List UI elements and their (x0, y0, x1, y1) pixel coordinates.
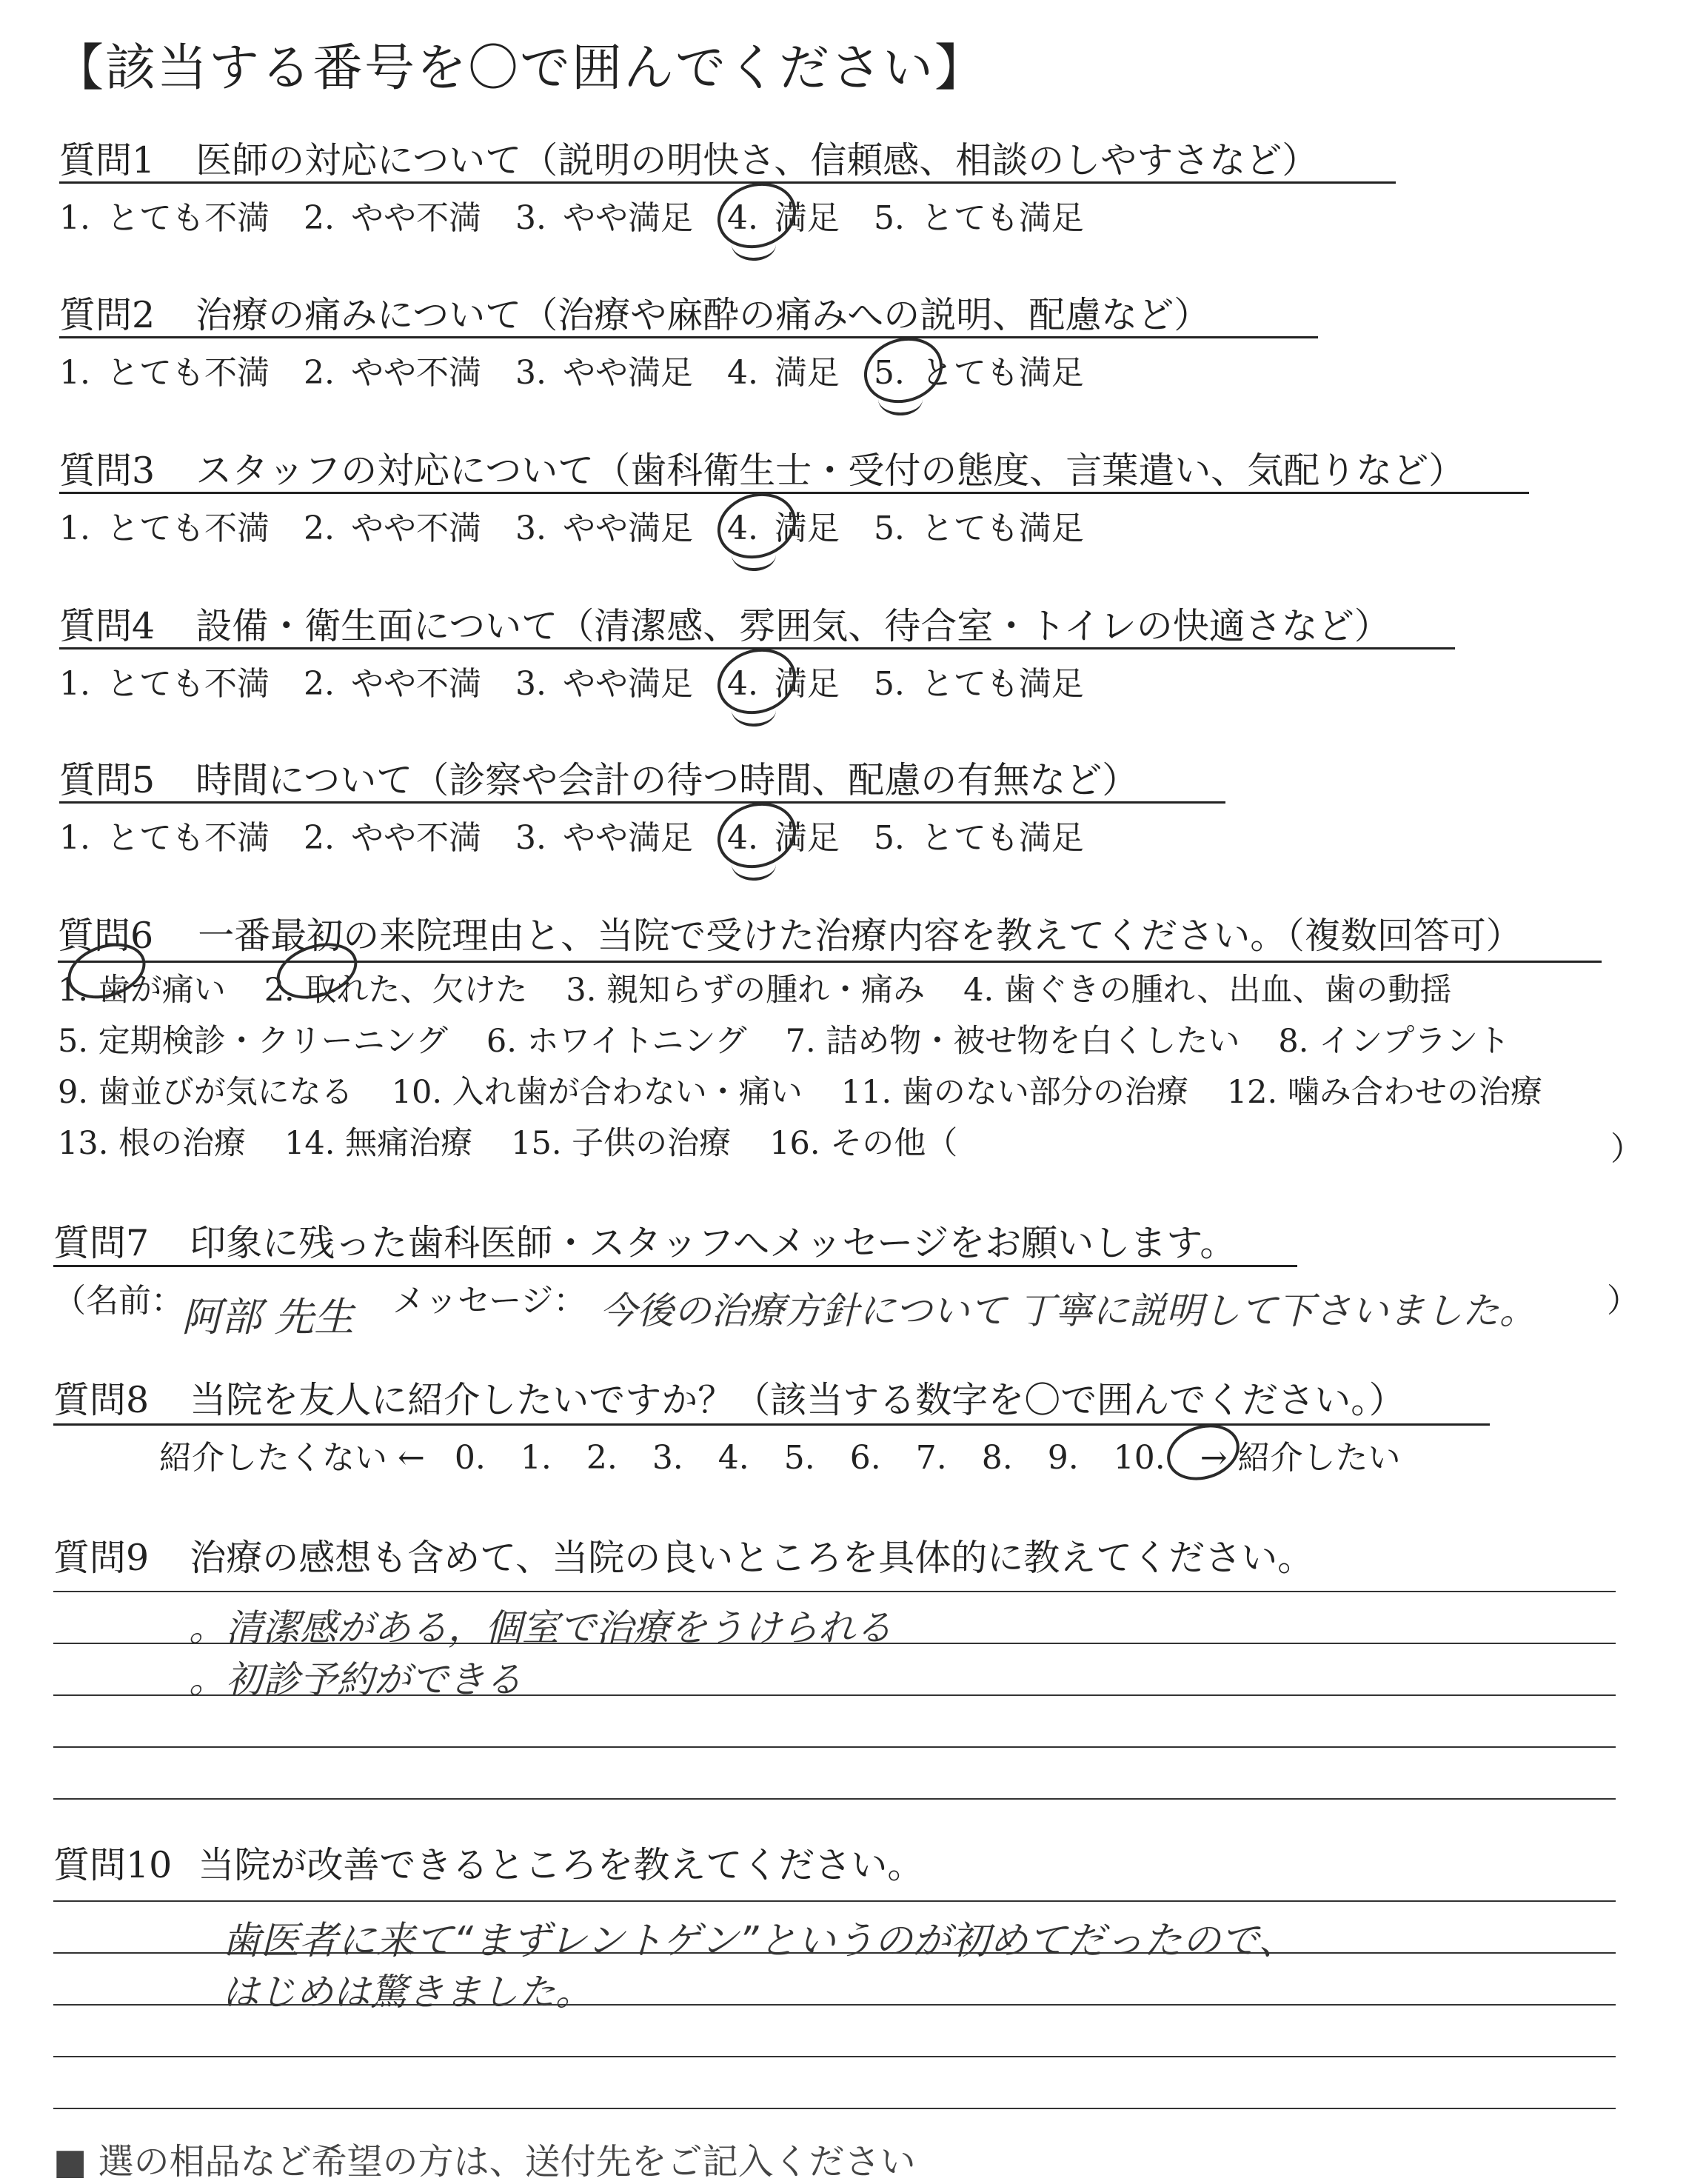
q2-text: 治療の痛みについて（治療や麻酔の痛みへの説明、配慮など） (195, 294, 1211, 336)
q10-heading (53, 1837, 923, 1889)
q10-answer-2: はじめは驚きました。 (222, 1971, 592, 2014)
q3-option-1[interactable]: 1. とても不満 (59, 510, 270, 547)
q7-label: 質問7 (53, 1222, 150, 1264)
q8-left-label: 紹介したくない ← (159, 1439, 425, 1477)
q9-rule-4 (53, 1746, 1616, 1748)
q10-answer-1: 歯医者に来て“まずレントゲン”というのが初めてだったので、 (222, 1919, 1297, 1963)
q8-number-7[interactable]: 7. (915, 1439, 947, 1477)
q8-number-3[interactable]: 3. (652, 1439, 683, 1477)
q6-row-2 (58, 1016, 1548, 1061)
q8-number-0[interactable]: 0. (454, 1439, 486, 1477)
q6-text: 一番最初の来院理由と、当院で受けた治療内容を教えてください。（複数回答可） (198, 915, 1522, 957)
q8-number-4[interactable]: 4. (717, 1439, 749, 1477)
q2-heading (59, 287, 1210, 338)
q8-number-2[interactable]: 2. (586, 1439, 618, 1477)
q1-label: 質問1 (59, 139, 155, 181)
q8-number-1[interactable]: 1. (520, 1439, 552, 1477)
q4-circle-tail (732, 694, 776, 727)
q6-option[interactable]: 3. 親知らずの腫れ・痛み (566, 972, 926, 1009)
q6-option[interactable]: 10. 入れ歯が合わない・痛い (391, 1074, 803, 1111)
q7-name-value: 阿部 先生 (181, 1294, 355, 1340)
q3-option-3[interactable]: 3. やや満足 (515, 510, 693, 547)
q1-circle-tail (732, 228, 776, 261)
q7-underline (53, 1265, 1297, 1267)
q6-row-4 (58, 1118, 996, 1163)
q5-options (59, 811, 1118, 858)
q1-text: 医師の対応について（説明の明快さ、信頼感、相談のしやすさなど） (195, 139, 1319, 181)
q8-number-5[interactable]: 5. (783, 1439, 815, 1477)
q3-text: スタッフの対応について（歯科衛生士・受付の態度、言葉遣い、気配りなど） (195, 450, 1465, 492)
q1-option-5[interactable]: 5. とても満足 (873, 199, 1084, 237)
q5-underline (59, 801, 1225, 804)
q4-text: 設備・衛生面について（清潔感、雰囲気、待合室・トイレの快適さなど） (195, 605, 1391, 647)
q6-heading (58, 907, 1522, 959)
q6-option[interactable]: 5. 定期検診・クリーニング (58, 1023, 448, 1060)
q4-label: 質問4 (59, 605, 155, 647)
q6-option[interactable]: 14. 無痛治療 (284, 1125, 473, 1162)
q3-option-2[interactable]: 2. やや不満 (303, 510, 481, 547)
q10-rule-1 (53, 1900, 1616, 1902)
q5-label: 質問5 (59, 759, 155, 801)
q6-row-1 (58, 965, 1490, 1010)
q7-heading (53, 1215, 1236, 1266)
q6-row-3 (58, 1067, 1581, 1112)
q2-option-2[interactable]: 2. やや不満 (303, 354, 481, 392)
q3-circle-tail (732, 538, 776, 571)
q3-options (59, 501, 1118, 549)
q7-text: 印象に残った歯科医師・スタッフへメッセージをお願いします。 (190, 1222, 1237, 1264)
q1-option-3[interactable]: 3. やや満足 (515, 199, 693, 237)
q7-message-label: メッセージ： (392, 1282, 586, 1320)
q6-option[interactable]: 12. 噛み合わせの治療 (1226, 1074, 1542, 1111)
q4-heading (59, 598, 1391, 649)
q8-number-10[interactable]: 10. (1113, 1439, 1165, 1477)
q8-number-8[interactable]: 8. (981, 1439, 1013, 1477)
q8-right-label: → 紹介したい (1200, 1439, 1401, 1477)
q10-text: 当院が改善できるところを教えてください。 (198, 1844, 924, 1886)
q6-option[interactable]: 2. 取れた、欠けた (264, 972, 528, 1009)
q4-option-2[interactable]: 2. やや不満 (303, 665, 481, 703)
q9-text: 治療の感想も含めて、当院の良いところを具体的に教えてください。 (190, 1537, 1314, 1579)
q4-option-4[interactable]: 4. 満足 (726, 665, 840, 703)
q6-option[interactable]: 8. インプラント (1278, 1023, 1511, 1060)
q10-rule-4 (53, 2056, 1616, 2057)
q9-rule-1 (53, 1591, 1616, 1592)
q8-heading (53, 1372, 1405, 1423)
q9-heading (53, 1529, 1314, 1581)
q6-option[interactable]: 6. ホワイトニング (486, 1023, 747, 1060)
q8-text: 当院を友人に紹介したいですか？（該当する数字を〇で囲んでください。） (190, 1379, 1405, 1421)
q7-message-value: 今後の治療方針について 丁寧に説明して下さいました。 (600, 1289, 1536, 1332)
q1-underline (59, 181, 1396, 184)
q5-option-4[interactable]: 4. 満足 (726, 819, 840, 857)
q6-option[interactable]: 9. 歯並びが気になる (58, 1074, 353, 1111)
q5-text: 時間について（診察や会計の待つ時間、配慮の有無など） (195, 759, 1139, 801)
q6-close-paren: ） (1610, 1130, 1643, 1168)
q10-label: 質問10 (53, 1844, 173, 1886)
q4-options (59, 657, 1118, 704)
q2-option-3[interactable]: 3. やや満足 (515, 354, 693, 392)
q10-rule-5 (53, 2108, 1616, 2109)
q4-option-5[interactable]: 5. とても満足 (873, 665, 1084, 703)
q1-option-1[interactable]: 1. とても不満 (59, 199, 270, 237)
q9-label: 質問9 (53, 1537, 150, 1579)
q4-option-1[interactable]: 1. とても不満 (59, 665, 270, 703)
q8-number-6[interactable]: 6. (849, 1439, 881, 1477)
page-title: 【該当する番号を〇で囲んでください】 (53, 39, 987, 98)
q5-circle-tail (732, 848, 776, 881)
q2-options (59, 346, 1118, 393)
q6-option[interactable]: 13. 根の治療 (58, 1125, 247, 1162)
q2-label: 質問2 (59, 294, 155, 336)
q7-name-label: （名前： (53, 1282, 184, 1320)
q6-option[interactable]: 11. 歯のない部分の治療 (840, 1074, 1188, 1111)
q5-option-3[interactable]: 3. やや満足 (515, 819, 693, 857)
q3-option-5[interactable]: 5. とても満足 (873, 510, 1084, 547)
q9-answer-2: 。初診予約ができる (189, 1658, 522, 1701)
q2-option-1[interactable]: 1. とても不満 (59, 354, 270, 392)
q8-number-9[interactable]: 9. (1047, 1439, 1079, 1477)
q6-option[interactable]: 1. 歯が痛い (58, 972, 226, 1009)
q9-answer-1: 。清潔感がある，個室で治療をうけられる (189, 1606, 892, 1649)
q5-option-2[interactable]: 2. やや不満 (303, 819, 481, 857)
q1-option-2[interactable]: 2. やや不満 (303, 199, 481, 237)
q1-heading (59, 132, 1318, 184)
q3-option-4[interactable]: 4. 満足 (726, 510, 840, 547)
q6-option[interactable]: 7. 詰め物・被せ物を白くしたい (785, 1023, 1240, 1060)
q8-label: 質問8 (53, 1379, 150, 1421)
q3-underline (59, 492, 1529, 494)
q3-label: 質問3 (59, 450, 155, 492)
q1-option-4[interactable]: 4. 満足 (726, 199, 840, 237)
q3-heading (59, 442, 1465, 494)
q2-option-4[interactable]: 4. 満足 (726, 354, 840, 392)
q6-label: 質問6 (58, 915, 154, 957)
q6-option[interactable]: 4. 歯ぐきの腫れ、出血、歯の動揺 (963, 972, 1452, 1009)
footer-partial-text: ■ 選の相品など希望の方は、送付先をご記入ください (53, 2141, 916, 2183)
q2-circle-tail (878, 383, 923, 415)
q6-option[interactable]: 15. 子供の治療 (511, 1125, 732, 1162)
q2-option-5[interactable]: 5. とても満足 (873, 354, 1084, 392)
q9-rule-5 (53, 1798, 1616, 1800)
q5-option-5[interactable]: 5. とても満足 (873, 819, 1084, 857)
q6-option[interactable]: 16. その他（ (769, 1125, 958, 1162)
q7-close-paren: ） (1607, 1282, 1639, 1320)
q5-option-1[interactable]: 1. とても不満 (59, 819, 270, 857)
q2-underline (59, 336, 1318, 338)
q4-option-3[interactable]: 3. やや満足 (515, 665, 693, 703)
q5-heading (59, 752, 1138, 804)
q8-underline (53, 1423, 1490, 1426)
q1-options (59, 191, 1118, 238)
